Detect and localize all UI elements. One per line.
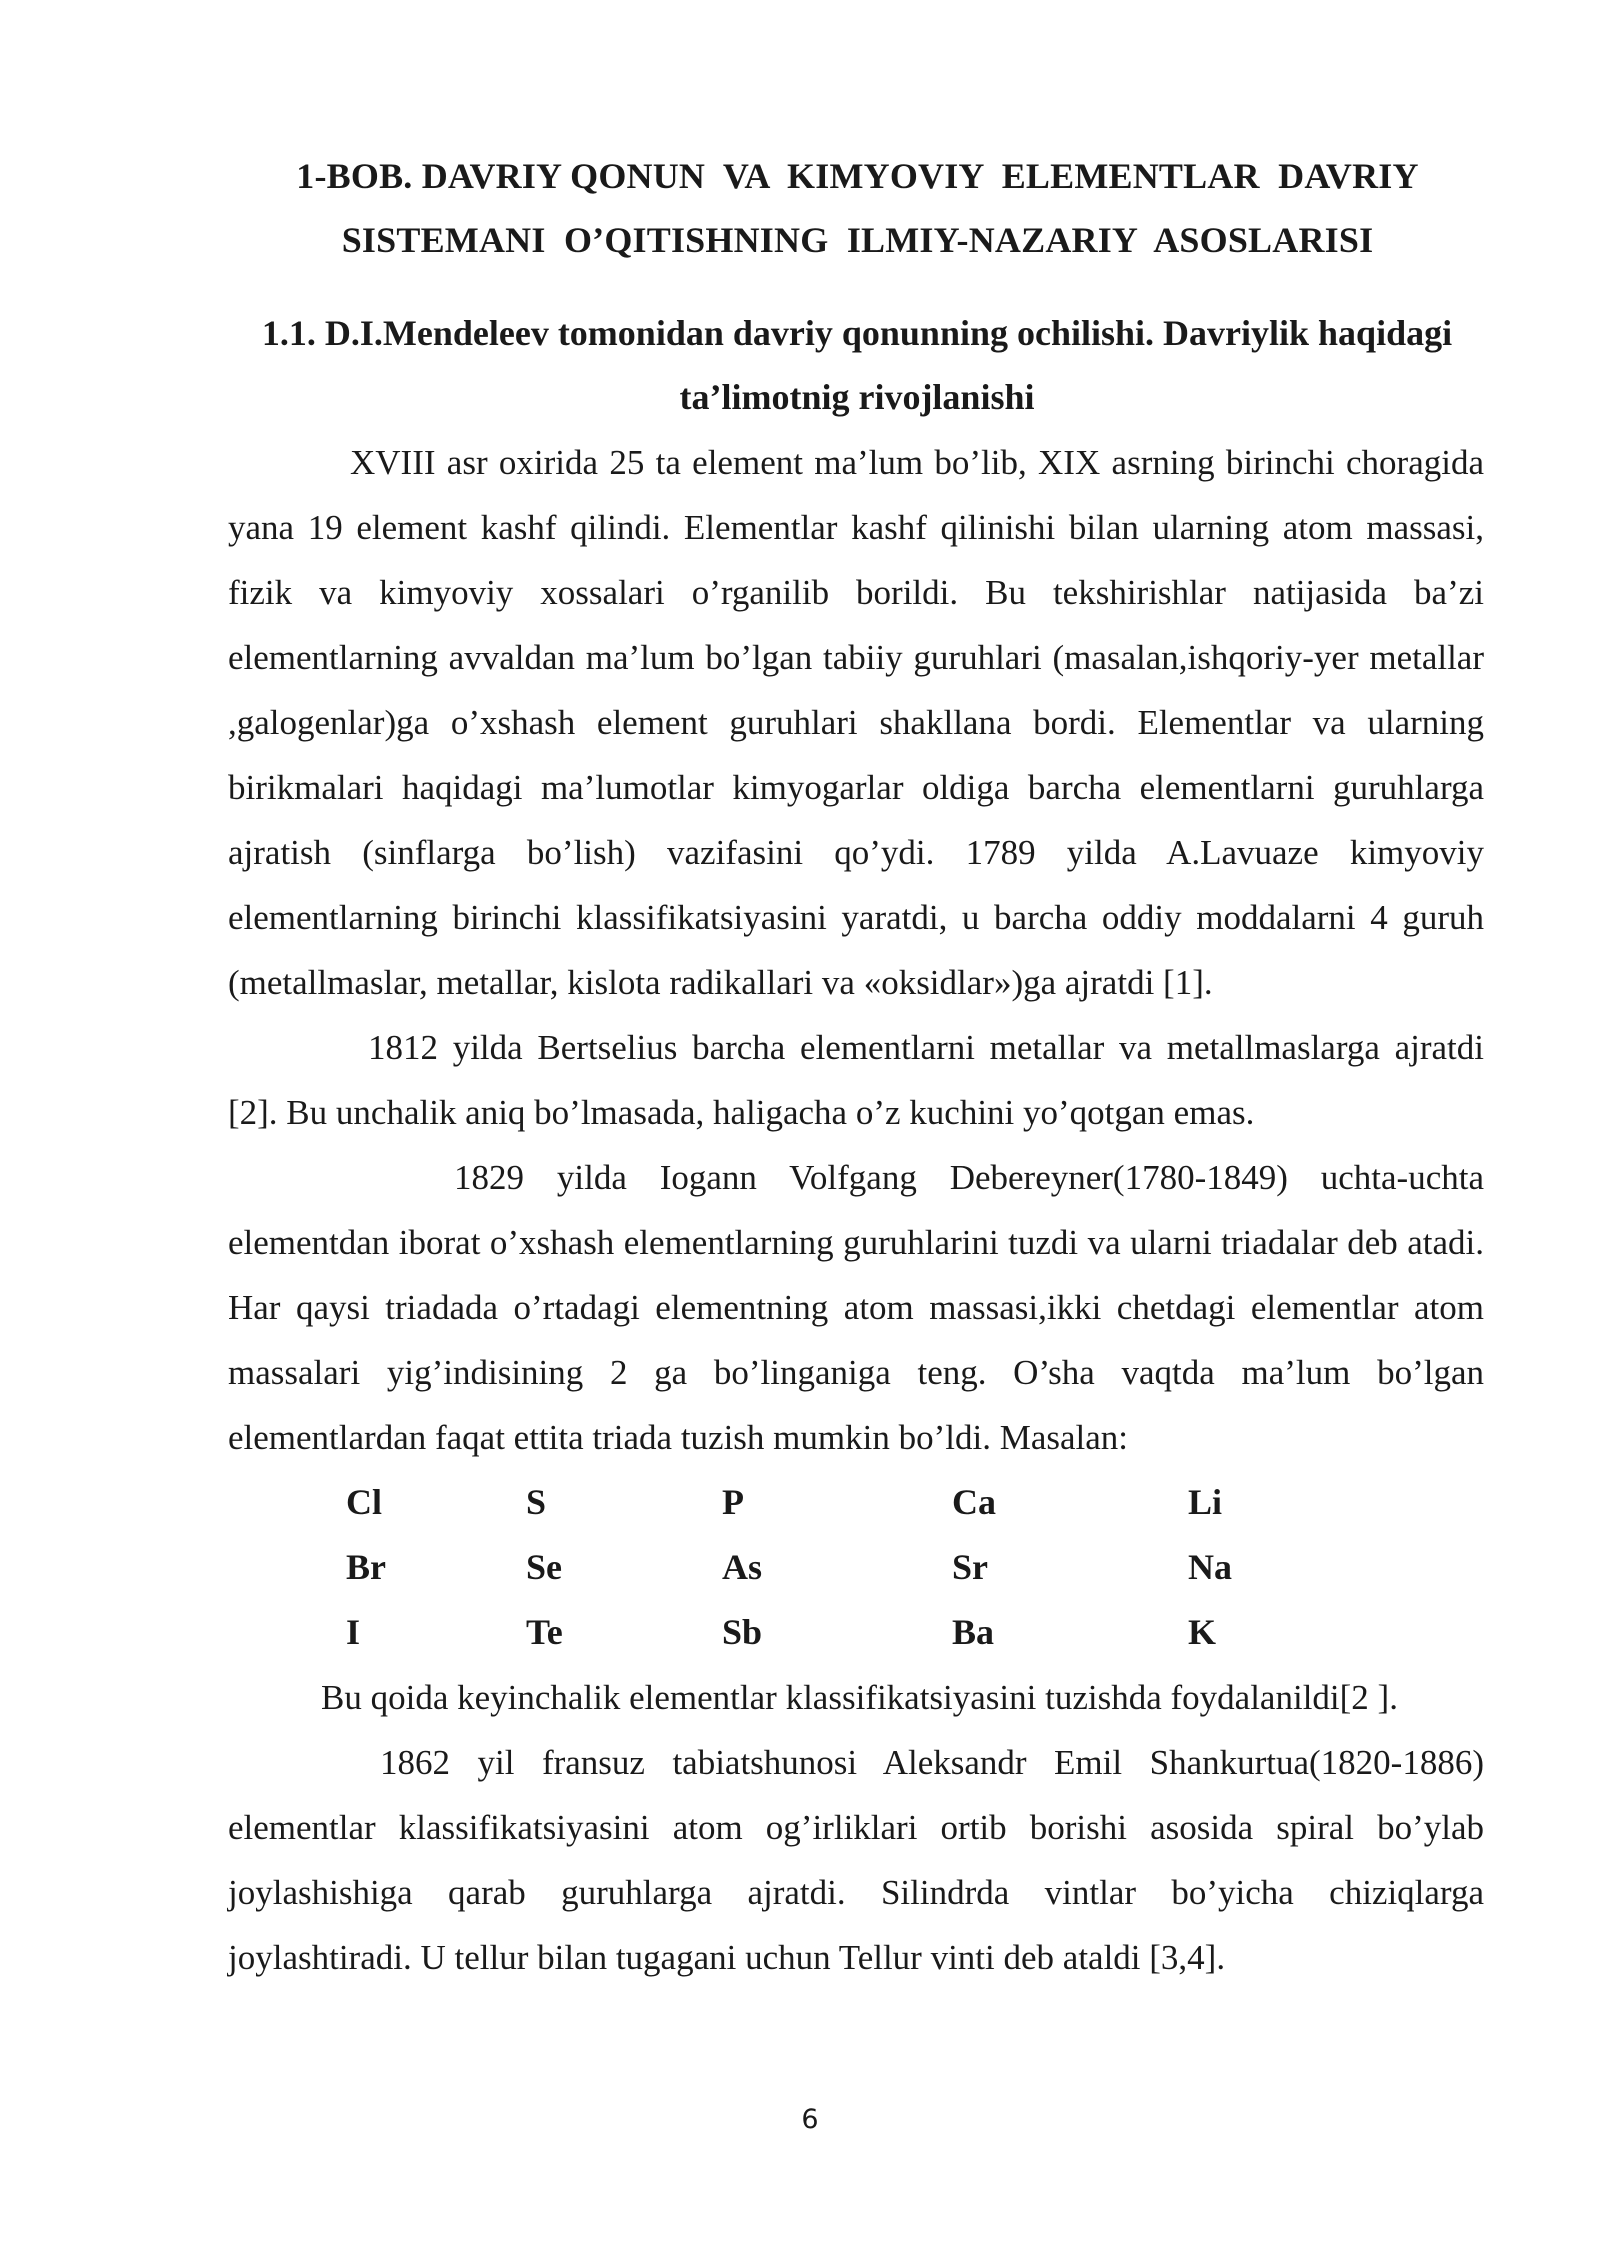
triad-cell: Sb [722,1612,763,1652]
triad-cell: S [526,1482,547,1522]
triad-cell: Br [346,1547,386,1587]
body-text [228,430,1484,1990]
triad-cell: Ba [952,1612,995,1652]
page-number: 6 [801,2104,819,2135]
section-title [228,301,1486,429]
paragraph-dobereiner-triads: 1829 yilda Iogann Volfgang Debereyner(1780-1849) uchta-uchta elementdan iborat o’xshash elementlarning guruhlarini tuzdi va ularni triadalar deb atadi. Har qaysi triadada o’rtadagi elementning atom massasi,ikki chetdagi elementlar atom massalari yig’indisining 2 ga bo’linganiga teng. O’sha vaqtda ma’lum bo’lgan elementlardan faqat ettita triada tuzish mumkin bo’ldi. Masalan: [228,1158,1484,1457]
triad-cell: Cl [346,1482,382,1522]
triad-cell: I [346,1612,361,1652]
chapter-title-line-2: SISTEMANI O’QITISHNING ILMIY-NAZARIY ASOSLARISI [341,220,1374,260]
triad-cell: Ca [952,1482,996,1522]
triad-cell: Li [1188,1482,1223,1522]
triads-table [228,1470,1484,1665]
triad-cell: P [722,1482,744,1522]
paragraph-rule-usage: Bu qoida keyinchalik elementlar klassifikatsiyasini tuzishda foydalanildi[2 ]. [321,1678,1398,1717]
section-title-line-1: 1.1. D.I.Mendeleev tomonidan davriy qonunning ochilishi. Davriylik haqidagi [261,313,1453,353]
paragraph-berzelius: 1812 yilda Bertselius barcha elementlarni metallar va metallmaslarga ajratdi [2]. Bu unchalik aniq bo’lmasada, haligacha o’z kuchini yo’qotgan emas. [228,1028,1484,1132]
triad-cell: Na [1188,1547,1232,1587]
paragraph-classification-history: XVIII asr oxirida 25 ta element ma’lum bo’lib, XIX asrning birinchi choragida yana 19 element kashf qilindi. Elementlar kashf qilinishi bilan ularning atom massasi, fizik va kimyoviy xossalari o’rganilib borildi. Bu tekshirishlar natijasida ba’zi elementlarning avvaldan ma’lum bo’lgan tabiiy guruhlari (masalan,ishqoriy-yer metallar ,galogenlar)ga o’xshash element guruhlari shakllana bordi. Elementlar va ularning birikmalari haqidagi ma’lumotlar kimyogarlar oldiga barcha elementlarni guruhlarga ajratish (sinflarga bo’lish) vazifasini qo’ydi. 1789 yilda A.Lavuaze kimyoviy elementlarning birinchi klassifikatsiyasini yaratdi, u barcha oddiy moddalarni 4 guruh (metallmaslar, metallar, kislota radikallari va «oksidlar»)ga ajratdi [1]. [228,443,1484,1002]
triad-cell: As [722,1547,763,1587]
triad-cell: K [1188,1612,1217,1652]
triad-cell: Se [526,1547,562,1587]
paragraph-chancourtois: 1862 yil fransuz tabiatshunosi Aleksandr Emil Shankurtua(1820-1886) elementlar klassifikatsiyasini atom og’irliklari ortib borishi asosida spiral bo’ylab joylashishiga qarab guruhlarga ajratdi. Silindrda vintlar bo’yicha chiziqlarga joylashtiradi. U tellur bilan tugagani uchun Tellur vinti deb ataldi [3,4]. [228,1743,1484,1977]
triad-cell: Te [526,1612,563,1652]
section-title-line-2: ta’limotnig rivojlanishi [679,377,1035,417]
chapter-title [230,144,1485,272]
chapter-title-line-1: 1-BOB. DAVRIY QONUN VA KIMYOVIY ELEMENTLAR DAVRIY [296,156,1419,196]
triad-cell: Sr [952,1547,988,1587]
